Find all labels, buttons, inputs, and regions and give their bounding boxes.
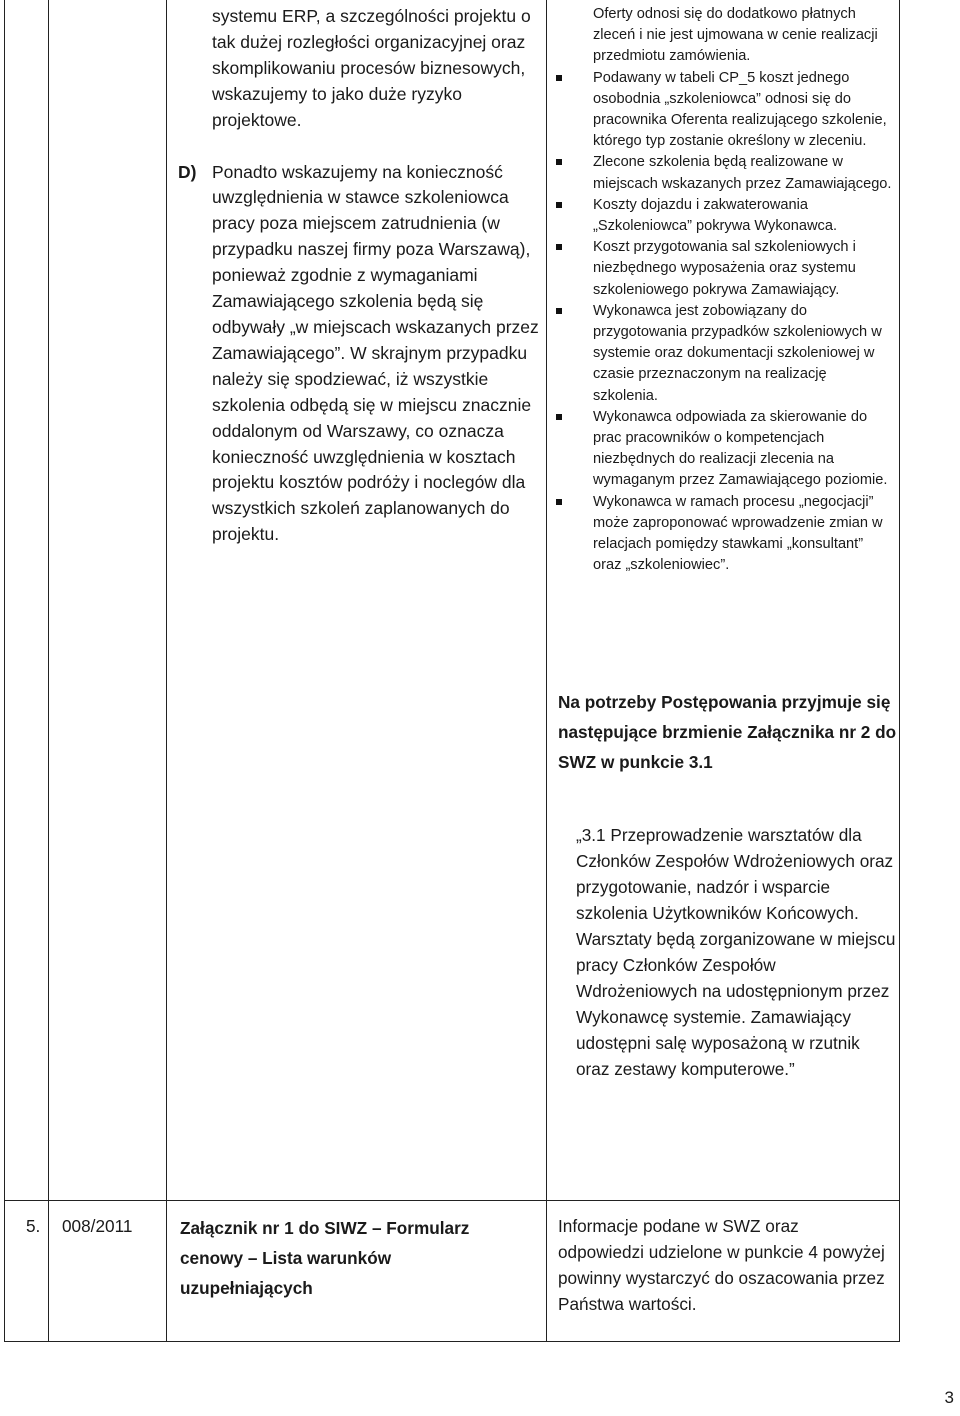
table-border-left <box>4 0 5 1342</box>
list-item-text: Zlecone szkolenia będą realizowane w miejscach wskazanych przez Zamawiającego. <box>593 154 892 192</box>
page-number: 3 <box>944 1388 954 1407</box>
point-d <box>178 160 542 549</box>
table-col-divider-1 <box>48 0 49 1342</box>
quote-paragraph-2: Warsztaty będą zorganizowane w miejscu pracy Członków Zespołów Wdrożeniowych na udostępnionym przez Wykonawcę systemie. Zamawiający udostępni salę wyposażoną w rzutnik oraz zestawy komputerowe.” <box>576 929 896 1079</box>
list-item <box>593 68 893 153</box>
list-item-text: Podawany w tabeli CP_5 koszt jednego osobodnia „szkoleniowca” odnosi się do pracownika Oferenta realizującego szkolenie, którego typ zostanie określony w zleceniu. <box>593 69 887 150</box>
list-item <box>593 152 893 194</box>
row-divider <box>4 1200 900 1201</box>
square-bullet-icon <box>556 244 562 250</box>
table-border-right <box>899 0 900 1342</box>
list-item-text: Wykonawca odpowiada za skierowanie do prac pracowników o kompetencjach niezbędnych do realizacji zlecenia na wymaganym przez Zamawiającego poziomie. <box>593 408 888 489</box>
square-bullet-icon <box>556 499 562 505</box>
quote-paragraph-1: „3.1 Przeprowadzenie warsztatów dla Członków Zespołów Wdrożeniowych oraz przygotowanie, nadzór i wsparcie szkolenia Użytkowników Końcowych. <box>576 825 894 923</box>
square-bullet-icon <box>556 414 562 420</box>
square-bullet-icon <box>556 159 562 165</box>
list-item <box>593 301 893 407</box>
list-item-text: Wykonawca w ramach procesu „negocjacji” może zaproponować wprowadzenie zmian w relacjach pomiędzy stawkami „konsultant” oraz „szkoleniowiec”. <box>593 493 883 574</box>
table-col-divider-2 <box>166 0 167 1342</box>
quoted-section-3-1 <box>576 822 896 1082</box>
list-item <box>593 407 893 492</box>
point-d-paragraph: Ponadto wskazujemy na konieczność uwzględnienia w stawce szkoleniowca pracy poza miejscem zatrudnienia (w przypadku naszej firmy poza Warszawą), ponieważ zgodnie z wymaganiami Zamawiającego szkolenia będą się odbywały „w miejscach wskazanych przez Zamawiającego”. W skrajnym przypadku należy się spodziewać, iż wszystkie szkolenia odbędą się w miejscu znacznie oddalonym od Warszawy, co oznacza konieczność uwzględnienia w kosztach projektu kosztów podróży i noclegów dla wszystkich szkoleń zaplanowanych do projektu. <box>212 161 539 545</box>
table-col-divider-3 <box>546 0 547 1342</box>
square-bullet-icon <box>556 202 562 208</box>
table-border-bottom <box>4 1341 900 1342</box>
list-item-text: Koszty dojazdu i zakwaterowania „Szkoleniowca” pokrywa Wykonawca. <box>593 196 837 235</box>
row-title: Załącznik nr 1 do SIWZ – Formularz cenowy – Lista warunków uzupełniających <box>180 1218 470 1298</box>
row-number: 5. <box>26 1216 41 1236</box>
bold-note: Na potrzeby Postępowania przyjmuje się następujące brzmienie Załącznika nr 2 do SWZ w punkcie 3.1 <box>558 692 897 772</box>
left-content-cell <box>178 4 542 548</box>
square-bullet-icon <box>556 75 562 81</box>
list-item <box>593 492 893 577</box>
list-item-text: Wykonawca jest zobowiązany do przygotowania przypadków szkoleniowych w systemie oraz dokumentacji szkoleniowej w czasie przeznaczonym na realizację szkolenia. <box>593 302 882 404</box>
row-answer: Informacje podane w SWZ oraz odpowiedzi udzielone w punkcie 4 powyżej powinny wystarczyć do oszacowania przez Państwa wartości. <box>558 1216 885 1314</box>
right-content-cell <box>593 4 893 576</box>
intro-paragraph: systemu ERP, a szczególności projektu o tak dużej rozległości organizacyjnej oraz skomplikowaniu procesów biznesowych, wskazujemy to jako duże ryzyko projektowe. <box>212 6 531 130</box>
point-d-label: D) <box>178 161 197 182</box>
lead-paragraph: Oferty odnosi się do dodatkowo płatnych zleceń i nie jest ujmowana w cenie realizacji przedmiotu zamówienia. <box>593 6 878 65</box>
square-bullet-icon <box>556 308 562 314</box>
list-item <box>593 237 893 301</box>
list-item-text: Koszt przygotowania sal szkoleniowych i niezbędnego wyposażenia oraz systemu szkoleniowego pokrywa Zamawiający. <box>593 239 856 298</box>
list-item <box>593 195 893 237</box>
bullet-list <box>593 68 893 577</box>
row-reference: 008/2011 <box>62 1216 133 1236</box>
